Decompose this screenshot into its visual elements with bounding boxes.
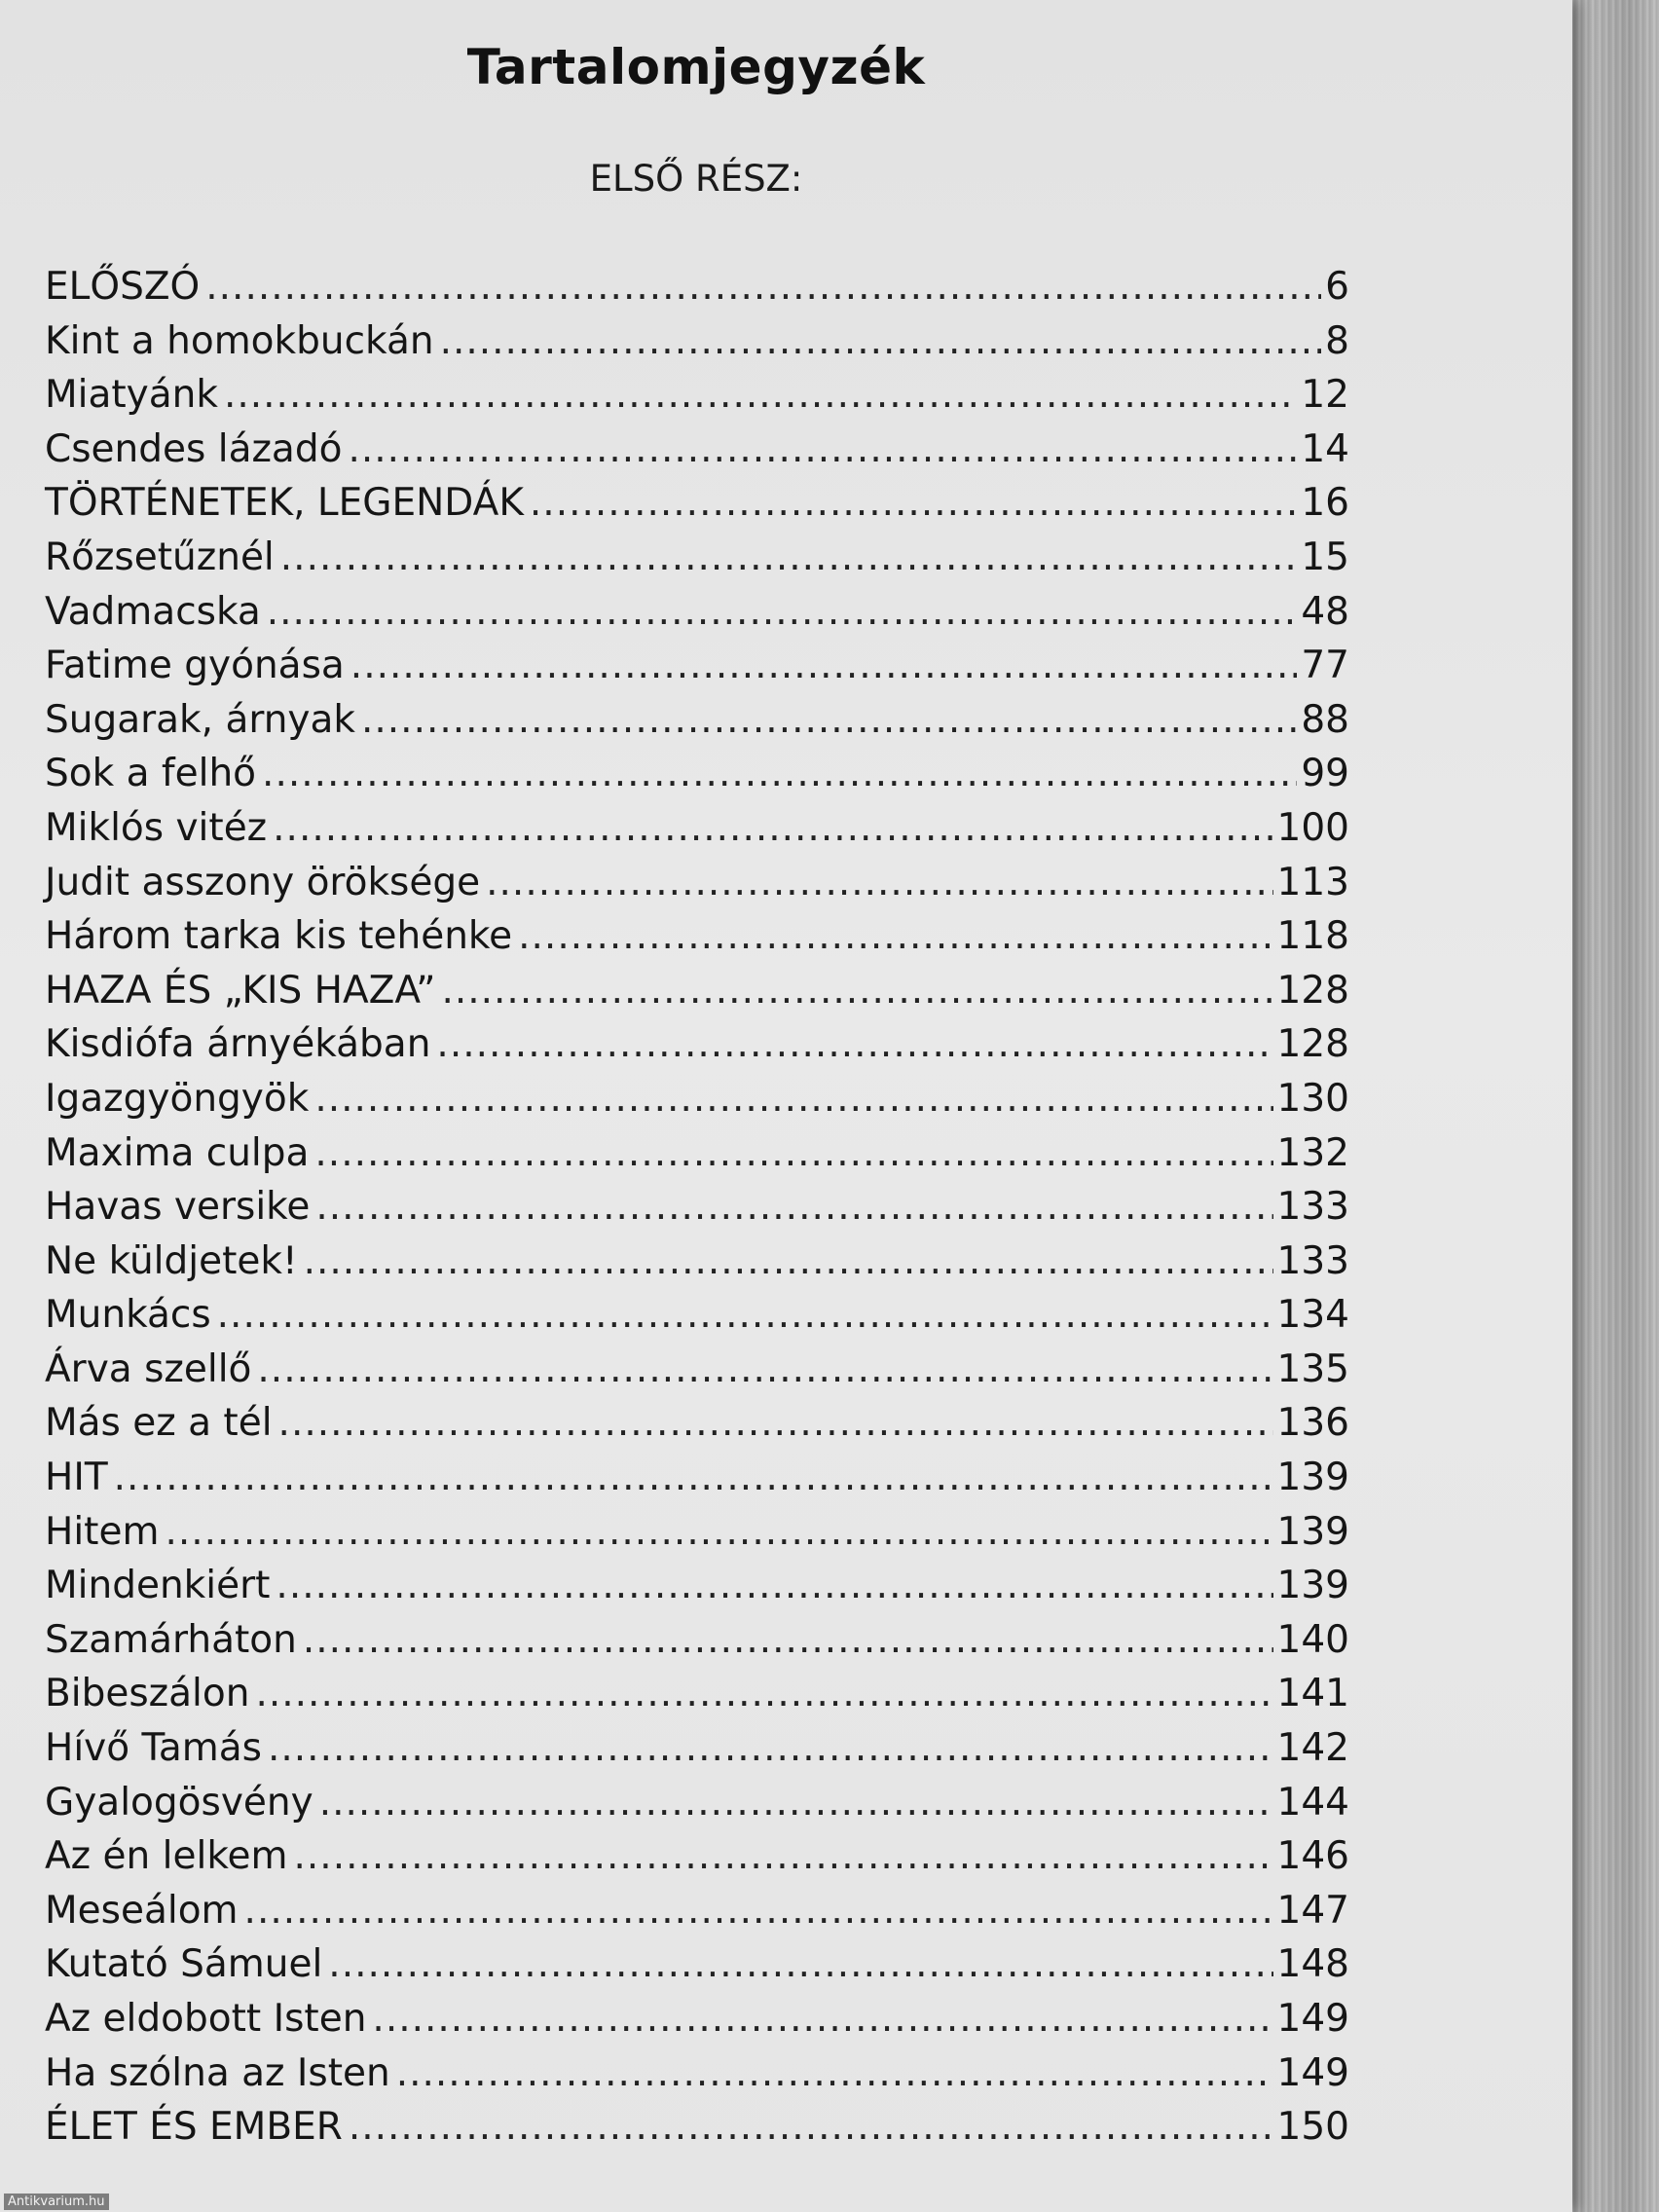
toc-entry-title: Kutató Sámuel: [45, 1942, 323, 1987]
section-heading: ELSŐ RÉSZ:: [589, 158, 803, 200]
toc-entry-page: 118: [1276, 914, 1349, 959]
dot-leader: [319, 1781, 1273, 1825]
toc-entry-page: 100: [1276, 805, 1349, 850]
toc-entry-title: Kint a homokbuckán: [45, 318, 434, 363]
toc-entry: [45, 969, 1349, 1023]
toc-entry: [45, 698, 1349, 753]
table-of-contents: [45, 265, 1349, 2159]
toc-entry-page: 140: [1276, 1617, 1349, 1662]
dot-leader: [304, 1239, 1273, 1283]
toc-entry: [45, 2105, 1349, 2159]
toc-entry-title: Miatyánk: [45, 373, 218, 418]
toc-entry-page: 139: [1276, 1456, 1349, 1500]
toc-entry-title: Sugarak, árnyak: [45, 697, 355, 742]
toc-entry-title: Ha szólna az Isten: [45, 2050, 390, 2095]
toc-entry-title: HAZA ÉS „KIS HAZA”: [45, 968, 436, 1013]
toc-entry-title: Gyalogösvény: [45, 1780, 313, 1825]
toc-entry-title: Rőzsetűznél: [45, 535, 275, 579]
toc-entry-title: TÖRTÉNETEK, LEGENDÁK: [45, 481, 524, 526]
dot-leader: [224, 373, 1297, 417]
toc-entry-title: Kisdiófa árnyékában: [45, 1022, 431, 1067]
toc-entry-title: Mindenkiért: [45, 1564, 271, 1608]
toc-entry-title: ÉLET ÉS EMBER: [45, 2105, 343, 2150]
toc-entry-page: 6: [1325, 265, 1349, 309]
toc-entry-title: Igazgyöngyök: [45, 1076, 310, 1121]
dot-leader: [255, 1672, 1272, 1715]
dot-leader: [315, 1185, 1272, 1229]
dot-leader: [348, 427, 1297, 471]
toc-entry: [45, 1997, 1349, 2051]
toc-entry: [45, 644, 1349, 698]
toc-entry-page: 88: [1301, 697, 1349, 742]
toc-entry: [45, 590, 1349, 645]
toc-entry-page: 8: [1325, 318, 1349, 363]
toc-entry-page: 149: [1276, 2050, 1349, 2095]
dot-leader: [314, 1131, 1272, 1175]
toc-entry-title: Sok a felhő: [45, 752, 257, 796]
toc-entry-title: Csendes lázadó: [45, 426, 343, 471]
toc-entry: [45, 481, 1349, 535]
toc-entry: [45, 1781, 1349, 1835]
toc-entry-title: Szamárháton: [45, 1617, 297, 1662]
toc-entry-page: 77: [1301, 644, 1349, 688]
toc-entry-page: 139: [1276, 1509, 1349, 1554]
toc-entry-page: 147: [1276, 1888, 1349, 1933]
toc-entry-title: Árva szellő: [45, 1346, 252, 1391]
toc-entry-page: 142: [1276, 1726, 1349, 1771]
toc-entry-page: 128: [1276, 968, 1349, 1013]
toc-entry: [45, 1889, 1349, 1943]
toc-entry-title: Három tarka kis tehénke: [45, 914, 513, 959]
dot-leader: [361, 698, 1297, 742]
dot-leader: [262, 752, 1297, 795]
toc-entry: [45, 806, 1349, 861]
toc-entry-page: 139: [1276, 1564, 1349, 1608]
dot-leader: [303, 1618, 1273, 1662]
watermark: Antikvarium.hu: [4, 2194, 109, 2210]
toc-entry-page: 141: [1276, 1672, 1349, 1716]
toc-entry: [45, 1618, 1349, 1673]
toc-entry-title: Ne küldjetek!: [45, 1238, 298, 1283]
toc-entry: [45, 1510, 1349, 1565]
toc-entry: [45, 1726, 1349, 1781]
dot-leader: [244, 1889, 1273, 1933]
toc-entry-title: Az én lelkem: [45, 1834, 288, 1879]
toc-entry: [45, 1942, 1349, 1997]
toc-entry-title: Havas versike: [45, 1185, 311, 1230]
dot-leader: [165, 1510, 1272, 1554]
toc-entry-page: 15: [1301, 535, 1349, 579]
dot-leader: [328, 1942, 1272, 1986]
dot-leader: [294, 1834, 1273, 1878]
dot-leader: [372, 1997, 1272, 2041]
dot-leader: [441, 969, 1272, 1013]
toc-entry-title: Bibeszálon: [45, 1672, 250, 1716]
wooden-background: [1558, 0, 1659, 2212]
toc-entry-page: 130: [1276, 1076, 1349, 1121]
page-title: Tartalomjegyzék: [466, 39, 926, 95]
dot-leader: [257, 1347, 1272, 1391]
toc-entry-page: 113: [1276, 860, 1349, 904]
dot-leader: [276, 1564, 1272, 1607]
toc-entry-title: Judit asszony öröksége: [45, 860, 481, 904]
toc-entry: [45, 1672, 1349, 1726]
dot-leader: [267, 590, 1298, 634]
toc-entry-title: Munkács: [45, 1293, 211, 1338]
toc-entry: [45, 914, 1349, 969]
toc-entry-page: 150: [1276, 2105, 1349, 2150]
dot-leader: [486, 861, 1272, 904]
toc-entry-title: Fatime gyónása: [45, 644, 345, 688]
toc-entry-page: 132: [1276, 1130, 1349, 1175]
dot-leader: [273, 806, 1272, 850]
dot-leader: [349, 2105, 1273, 2149]
toc-entry: [45, 1834, 1349, 1889]
toc-entry: [45, 2051, 1349, 2106]
toc-entry: [45, 752, 1349, 806]
dot-leader: [350, 644, 1298, 687]
dot-leader: [530, 481, 1297, 525]
toc-entry: [45, 1564, 1349, 1618]
toc-entry: [45, 265, 1349, 319]
toc-entry: [45, 427, 1349, 482]
toc-entry: [45, 1347, 1349, 1402]
toc-entry: [45, 1077, 1349, 1131]
toc-entry: [45, 1239, 1349, 1294]
toc-entry: [45, 535, 1349, 590]
dot-leader: [436, 1022, 1272, 1066]
dot-leader: [518, 914, 1272, 958]
toc-entry-title: Más ez a tél: [45, 1401, 273, 1446]
toc-entry-page: 133: [1276, 1185, 1349, 1230]
dot-leader: [217, 1293, 1273, 1337]
toc-entry-page: 134: [1276, 1293, 1349, 1338]
toc-entry: [45, 861, 1349, 915]
toc-entry: [45, 373, 1349, 427]
toc-entry-page: 149: [1276, 1997, 1349, 2041]
dot-leader: [278, 1401, 1273, 1445]
toc-entry-page: 14: [1301, 426, 1349, 471]
dot-leader: [205, 265, 1321, 309]
toc-entry-page: 12: [1301, 373, 1349, 418]
toc-entry: [45, 319, 1349, 374]
toc-entry-page: 146: [1276, 1834, 1349, 1879]
toc-entry: [45, 1185, 1349, 1239]
toc-entry: [45, 1131, 1349, 1186]
toc-entry-page: 48: [1301, 589, 1349, 634]
toc-entry-page: 99: [1301, 752, 1349, 796]
toc-entry-page: 144: [1276, 1780, 1349, 1825]
toc-entry-title: Hívő Tamás: [45, 1726, 262, 1771]
toc-entry-title: Hitem: [45, 1509, 160, 1554]
toc-entry: [45, 1022, 1349, 1077]
dot-leader: [114, 1456, 1273, 1499]
dot-leader: [314, 1077, 1272, 1121]
toc-entry-title: Meseálom: [45, 1888, 239, 1933]
toc-entry: [45, 1456, 1349, 1510]
toc-entry-page: 128: [1276, 1022, 1349, 1067]
toc-entry-title: HIT: [45, 1456, 108, 1500]
toc-entry-title: ELŐSZÓ: [45, 265, 201, 309]
dot-leader: [440, 319, 1322, 363]
toc-entry-title: Maxima culpa: [45, 1130, 310, 1175]
dot-leader: [396, 2051, 1273, 2095]
toc-entry: [45, 1401, 1349, 1456]
toc-entry-page: 136: [1276, 1401, 1349, 1446]
toc-entry-page: 16: [1301, 481, 1349, 526]
toc-entry-title: Az eldobott Isten: [45, 1997, 367, 2041]
toc-entry-page: 133: [1276, 1238, 1349, 1283]
toc-entry-title: Vadmacska: [45, 589, 261, 634]
toc-entry-title: Miklós vitéz: [45, 805, 268, 850]
toc-entry: [45, 1293, 1349, 1347]
dot-leader: [268, 1726, 1273, 1770]
toc-entry-page: 135: [1276, 1346, 1349, 1391]
dot-leader: [280, 535, 1298, 579]
toc-entry-page: 148: [1276, 1942, 1349, 1987]
